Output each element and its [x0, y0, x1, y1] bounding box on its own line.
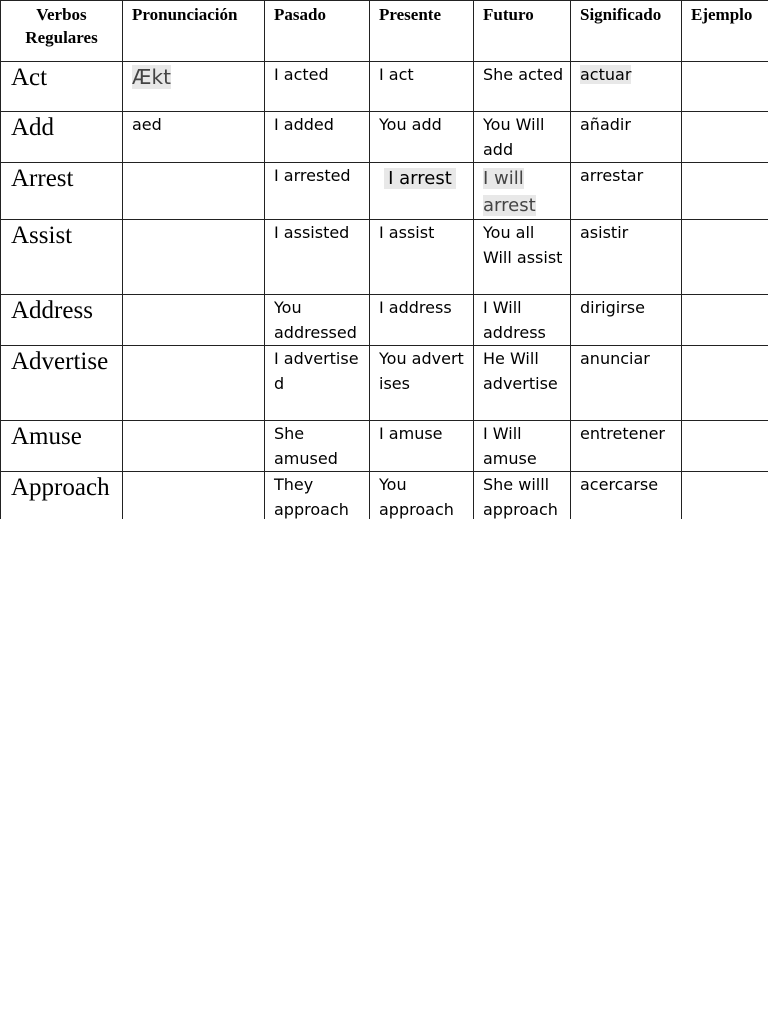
header-present: Presente: [370, 1, 474, 62]
example-cell: [682, 112, 768, 163]
present-cell: You add: [370, 112, 474, 163]
past-cell: I assisted: [265, 220, 370, 295]
header-past: Pasado: [265, 1, 370, 62]
example-cell: [682, 421, 768, 472]
meaning-cell: dirigirse: [571, 295, 682, 346]
blank-page-area: [0, 519, 768, 1024]
table-row: [1, 346, 768, 421]
table-row: [1, 295, 768, 346]
header-pronunciation: Pronunciación: [123, 1, 265, 62]
pronunciation-text: Ækt: [132, 65, 171, 89]
present-cell: [370, 163, 474, 220]
pronunciation-cell: [123, 220, 265, 295]
verb-cell: Amuse: [1, 421, 123, 472]
header-future: Futuro: [474, 1, 571, 62]
past-cell: I acted: [265, 62, 370, 112]
verb-cell: Add: [1, 112, 123, 163]
past-cell: I arrested: [265, 163, 370, 220]
past-cell: She amused: [265, 421, 370, 472]
future-cell: You Will add: [474, 112, 571, 163]
table-row: [1, 163, 768, 220]
header-meaning: Significado: [571, 1, 682, 62]
example-cell: [682, 346, 768, 421]
meaning-cell: [571, 62, 682, 112]
header-example: Ejemplo: [682, 1, 768, 62]
pronunciation-cell: [123, 295, 265, 346]
pronunciation-cell: [123, 346, 265, 421]
table-row: [1, 112, 768, 163]
verb-cell: Approach: [1, 472, 123, 532]
table-row: [1, 220, 768, 295]
future-cell: He Will advertise: [474, 346, 571, 421]
meaning-cell: acercarse: [571, 472, 682, 532]
pronunciation-cell: [123, 163, 265, 220]
present-cell: I assist: [370, 220, 474, 295]
meaning-cell: asistir: [571, 220, 682, 295]
future-cell: [474, 163, 571, 220]
present-text: I arrest: [384, 168, 456, 189]
present-cell: I address: [370, 295, 474, 346]
verb-cell: Address: [1, 295, 123, 346]
example-cell: [682, 62, 768, 112]
example-cell: [682, 163, 768, 220]
header-verbs: Verbos Regulares: [1, 1, 123, 62]
meaning-cell: arrestar: [571, 163, 682, 220]
verb-cell: Arrest: [1, 163, 123, 220]
pronunciation-cell: [123, 421, 265, 472]
header-row: [1, 1, 768, 62]
verb-cell: Assist: [1, 220, 123, 295]
meaning-cell: entretener: [571, 421, 682, 472]
verb-cell: Act: [1, 62, 123, 112]
future-cell: She willl approach: [474, 472, 571, 532]
future-cell: You all Will assist: [474, 220, 571, 295]
past-cell: I advertised: [265, 346, 370, 421]
future-text: I will arrest: [483, 168, 536, 216]
past-cell: You addressed: [265, 295, 370, 346]
meaning-cell: anunciar: [571, 346, 682, 421]
pronunciation-cell: [123, 62, 265, 112]
present-cell: I act: [370, 62, 474, 112]
verb-cell: Advertise: [1, 346, 123, 421]
present-cell: You approach: [370, 472, 474, 532]
example-cell: [682, 220, 768, 295]
past-cell: I added: [265, 112, 370, 163]
meaning-cell: añadir: [571, 112, 682, 163]
meaning-text: actuar: [580, 65, 632, 84]
future-cell: I Will amuse: [474, 421, 571, 472]
present-cell: I amuse: [370, 421, 474, 472]
future-cell: I Will address: [474, 295, 571, 346]
past-cell: They approach: [265, 472, 370, 532]
future-cell: She acted: [474, 62, 571, 112]
table-row: [1, 421, 768, 472]
example-cell: [682, 295, 768, 346]
pronunciation-cell: aed: [123, 112, 265, 163]
table-row: [1, 62, 768, 112]
present-cell: You advertises: [370, 346, 474, 421]
